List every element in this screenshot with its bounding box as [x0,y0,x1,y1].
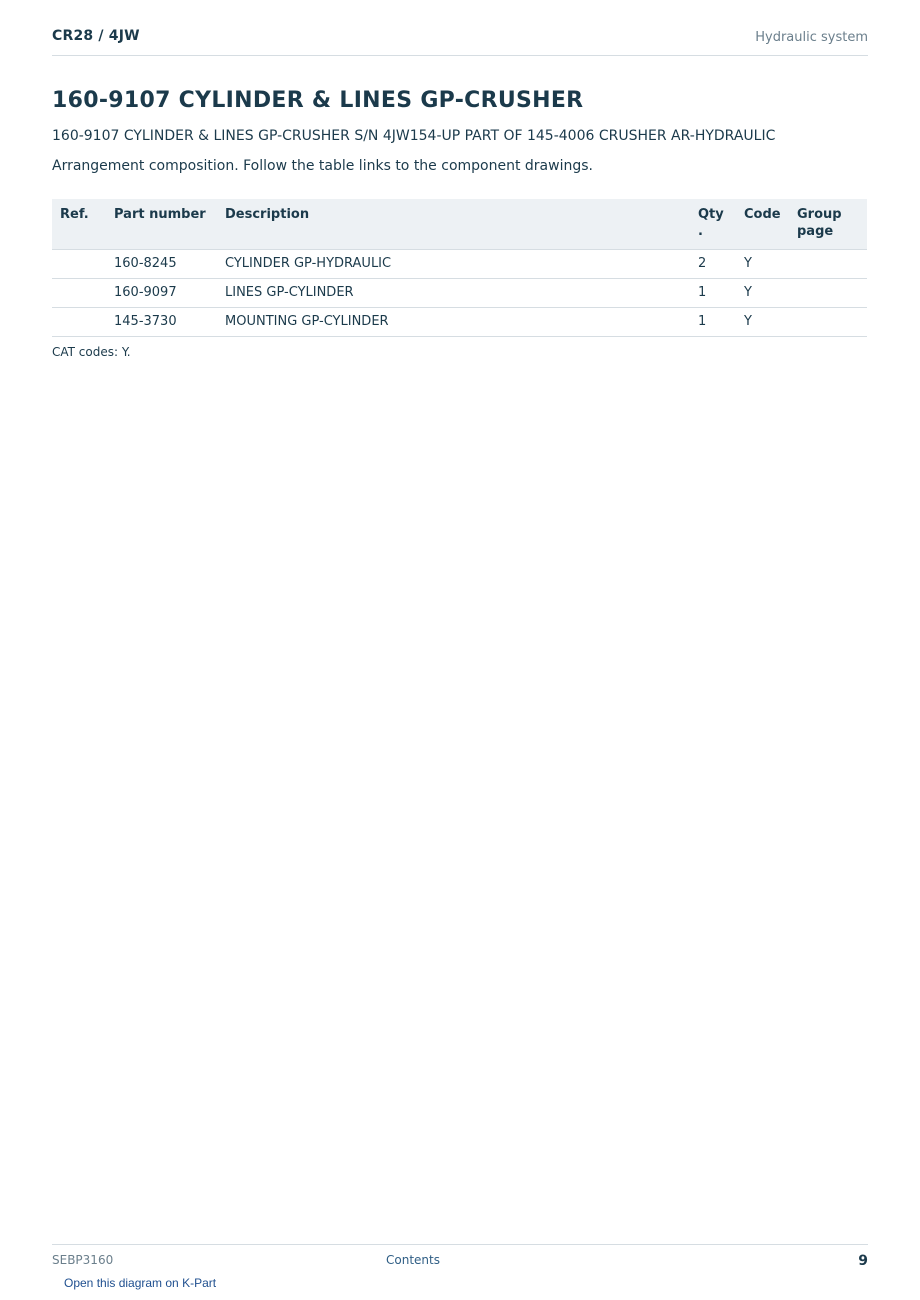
table-row [52,279,867,308]
model-serial-label: CR28 / 4JW [52,28,140,44]
col-ref-header: Ref. [52,199,106,250]
cell-part-number: 160-8245 [106,250,217,279]
col-group-header-line1: Group [797,207,842,222]
cell-qty: 1 [690,308,736,337]
section-name: Hydraulic system [755,30,868,45]
col-qty-header [690,199,736,250]
page-number: 9 [858,1253,868,1269]
cell-part-number: 160-9097 [106,279,217,308]
cell-part-number: 145-3730 [106,308,217,337]
cell-code: Y [736,279,789,308]
cell-description: CYLINDER GP-HYDRAULIC [217,250,690,279]
cell-group-page [789,279,867,308]
cell-description: LINES GP-CYLINDER [217,279,690,308]
table-row [52,250,867,279]
col-qty-header-line2: . [698,224,703,239]
parts-table-body [52,250,867,337]
open-kpart-link[interactable]: Open this diagram on K-Part [64,1276,217,1290]
col-part-number-header: Part number [106,199,217,250]
intro-text: Arrangement composition. Follow the table links to the component drawings. [52,158,593,174]
page-header [52,28,868,56]
col-qty-header-line1: Qty [698,207,724,222]
page-footer [52,1244,868,1275]
cat-codes-note: CAT codes: Y. [52,345,131,359]
col-group-header-line2: page [797,224,834,239]
cell-description: MOUNTING GP-CYLINDER [217,308,690,337]
parts-table-header [52,199,867,250]
col-code-header: Code [736,199,789,250]
cell-group-page [789,250,867,279]
table-row [52,308,867,337]
cell-qty: 2 [690,250,736,279]
cell-group-page [789,308,867,337]
parts-table [52,199,867,337]
table-header-row [52,199,867,250]
cell-ref [52,250,106,279]
page-title: 160-9107 CYLINDER & LINES GP-CRUSHER [52,88,584,113]
cell-ref [52,308,106,337]
cell-code: Y [736,308,789,337]
cell-code: Y [736,250,789,279]
page-subtitle: 160-9107 CYLINDER & LINES GP-CRUSHER S/N 4JW154-UP PART OF 145-4006 CRUSHER AR-HYDRAULIC [52,128,776,144]
cell-qty: 1 [690,279,736,308]
col-description-header: Description [217,199,690,250]
cell-ref [52,279,106,308]
document-id: SEBP3160 [52,1253,114,1267]
contents-link[interactable]: Contents [386,1253,440,1267]
col-group-page-header [789,199,867,250]
